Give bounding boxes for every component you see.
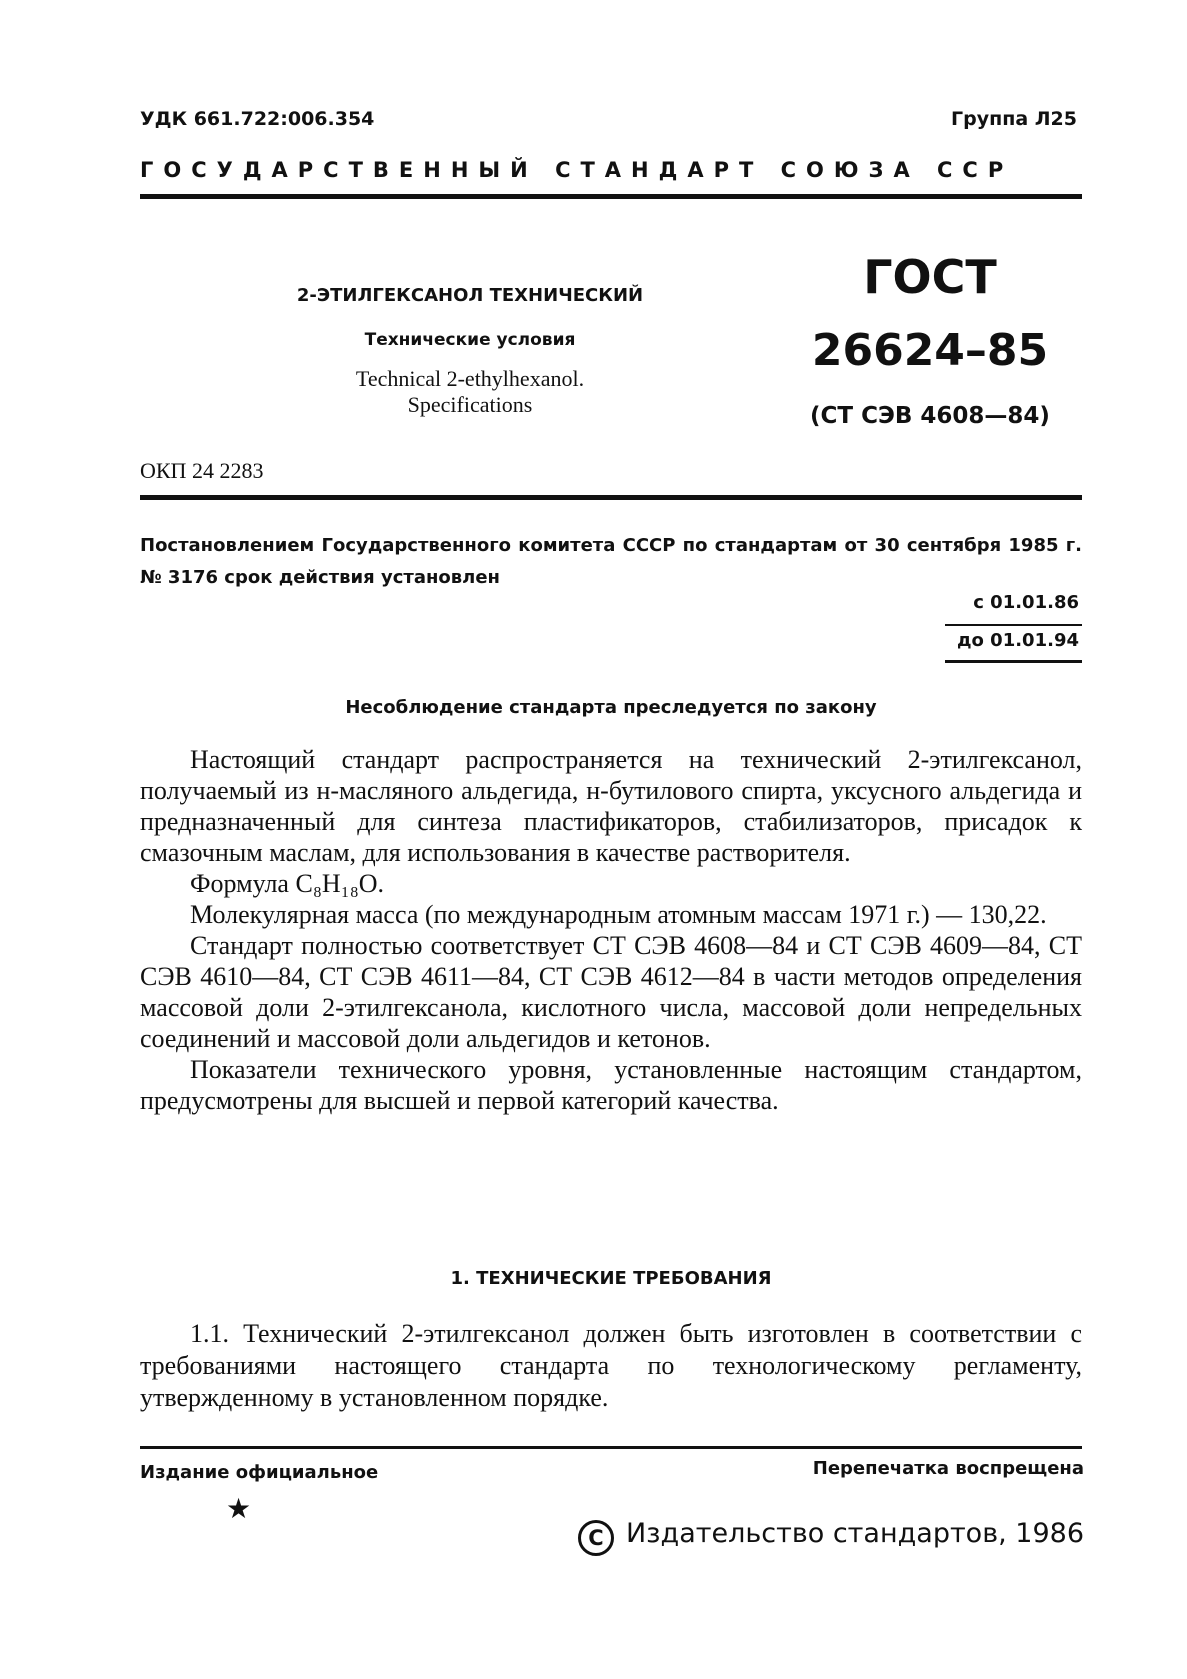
udk-code: УДК 661.722:006.354: [140, 108, 375, 130]
publisher-line: [578, 1518, 1084, 1556]
header-rule: [140, 194, 1082, 199]
english-title-line2: Specifications: [407, 392, 533, 417]
publisher-name: Издательство стандартов, 1986: [625, 1518, 1084, 1549]
valid-to-rule: [945, 660, 1082, 663]
document-subtitle: Технические условия: [364, 330, 576, 350]
english-title-line1: Technical 2-ethylhexanol.: [355, 366, 585, 391]
decree-text: Постановлением Государственного комитета СССР по стандартам от 30 сентября 1985 г. № 3176 срок действия установлен: [140, 535, 1082, 588]
title-rule: [140, 495, 1082, 500]
sev-reference: (СТ СЭВ 4608—84): [810, 403, 1050, 429]
document-title: 2-ЭТИЛГЕКСАНОЛ ТЕХНИЧЕСКИЙ: [296, 285, 644, 306]
intro-body: [140, 744, 1082, 1116]
official-edition: Издание официальное: [140, 1462, 379, 1483]
section-heading: 1. ТЕХНИЧЕСКИЕ ТРЕБОВАНИЯ: [450, 1268, 772, 1289]
valid-to: до 01.01.94: [957, 630, 1079, 651]
english-title: [280, 366, 660, 418]
intro-paragraph-scope: Настоящий стандарт распространяется на технический 2-этилгексанол, получаемый из н-масляного альдегида, н-бутилового спирта, уксусного альдегида и предназначенный для синтеза пластификаторов, стабилизаторов, присадок к смазочным маслам, для использования в качестве растворителя.: [140, 745, 1082, 867]
intro-paragraph-sev: Стандарт полностью соответствует СТ СЭВ 4608—84 и СТ СЭВ 4609—84, СТ СЭВ 4610—84, СТ СЭВ 4611—84, СТ СЭВ 4612—84 в части методов определения массовой доли 2-этилгексанола, кислотного числа, массовой доли непредельных соединений и массовой доли альдегидов и кетонов.: [140, 931, 1082, 1053]
reprint-notice: Перепечатка воспрещена: [812, 1458, 1084, 1479]
footer-rule: [140, 1446, 1082, 1449]
legal-warning: Несоблюдение стандарта преследуется по закону: [345, 697, 877, 718]
intro-paragraph-mass: Молекулярная масса (по международным атомным массам 1971 г.) — 130,22.: [190, 900, 1047, 929]
intro-paragraph-quality: Показатели технического уровня, установленные настоящим стандартом, предусмотрены для высшей и первой категорий качества.: [140, 1055, 1082, 1115]
state-standard-banner: ГОСУДАРСТВЕННЫЙ СТАНДАРТ СОЮЗА ССР: [140, 158, 1014, 182]
gost-number: 26624–85: [811, 325, 1049, 376]
copyright-icon: C: [578, 1520, 614, 1556]
valid-from-rule: [945, 624, 1082, 626]
star-icon: ★: [226, 1494, 252, 1525]
intro-paragraph-formula: Формула C₈H₁₈O.: [190, 869, 385, 898]
clause-1-1: 1.1. Технический 2-этилгексанол должен быть изготовлен в соответствии с требованиями настоящего стандарта по технологическому регламенту, утвержденному в установленном порядке.: [140, 1319, 1082, 1412]
valid-from: с 01.01.86: [973, 592, 1079, 613]
group-code: Группа Л25: [950, 108, 1077, 130]
section-body: [140, 1318, 1082, 1414]
okp-code: ОКП 24 2283: [140, 458, 264, 483]
gost-label: ГОСТ: [863, 250, 997, 304]
